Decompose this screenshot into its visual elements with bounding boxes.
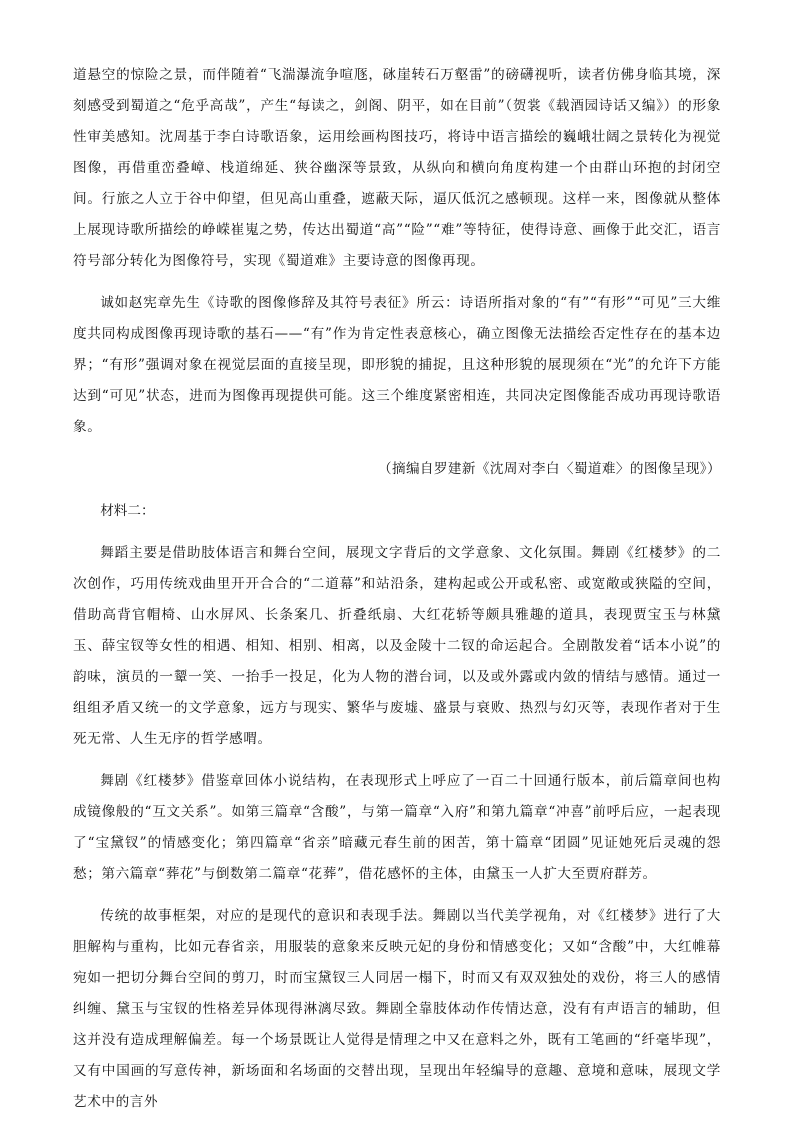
source-citation: （摘编自罗建新《沈周对李白〈蜀道难〉的图像呈现》） bbox=[377, 461, 721, 477]
paragraph-zhao-xianzhang-quote: 诚如赵宪章先生《诗歌的图像修辞及其符号表征》所云：诗语所指对象的“有”“有形”“可见”三大维度共同构成图像再现诗歌的基石——“有”作为肯定性表意核心，确立图像无法描绘否定性存在的基本边界；“有形”强调对象在视觉层面的直接呈现，即形貌的捕捉，且这种形貌的展现须在“光”的允许下方能达到“可见”状态，进而为图像再现提供可能。这三个维度紧密相连，共同决定图像能否成功再现诗歌语象。 bbox=[73, 295, 721, 435]
paragraph-shu-road-imagery: 道悬空的惊险之景，而伴随着“飞湍瀑流争喧豗，砯崖转石万壑雷”的磅礴视听，读者仿佛身临其境，深刻感受到蜀道之“危乎高哉”，产生“每读之，剑阁、阴平，如在目前”（贺裳《载酒园诗话又编》）的形象性审美感知。沈周基于李白诗歌语象，运用绘画构图技巧，将诗中语言描绘的巍峨壮阔之景转化为视觉图像，再借重峦叠嶂、栈道绵延、狭谷幽深等景致，从纵向和横向角度构建一个由群山环抱的封闭空间。行旅之人立于谷中仰望，但见高山重叠，遮蔽天际，逼仄低沉之感顿现。这样一来，图像就从整体上展现诗歌所描绘的峥嵘崔嵬之势，传达出蜀道“高”“险”“难”等特征，使得诗意、画像于此交汇，语言符号部分转化为图像符号，实现《蜀道难》主要诗意的图像再现。 bbox=[73, 67, 721, 269]
paragraph-modern-interpretation: 传统的故事框架，对应的是现代的意识和表现手法。舞剧以当代美学视角，对《红楼梦》进行了大胆解构与重构，比如元春省亲，用服装的意象来反映元妃的身份和情感变化；又如“含酸”中，大红帷幕宛如一把切分舞台空间的剪刀，时而宝黛钗三人同居一榻下，时而又有双双独处的戏份，将三人的感情纠缠、黛玉与宝钗的性格差异体现得淋漓尽致。舞剧全靠肢体动作传情达意，没有有声语言的辅助，但这并没有造成理解偏差。每一个场景既让人觉得是情理之中又在意料之外，既有工笔画的“纤毫毕现”，又有中国画的写意传神，新场面和名场面的交替出现，呈现出年轻编导的意趣、意境和意味，展现文学艺术中的言外 bbox=[73, 908, 721, 1110]
paragraph-dance-drama-space: 舞蹈主要是借助肢体语言和舞台空间，展现文字背后的文学意象、文化氛围。舞剧《红楼梦》的二次创作，巧用传统戏曲里开开合合的“二道幕”和站沿条，建构起或公开或私密、或宽敞或狭隘的空间，借助高背官帽椅、山水屏风、长条案几、折叠纸扇、大红花轿等颇具雅趣的道具，表现贾宝玉与林黛玉、薛宝钗等女性的相遇、相知、相别、相离，以及金陵十二钗的命运起合。全剧散发着“话本小说”的韵味，演员的一颦一笑、一抬手一投足，化为人物的潜台词，以及或外露或内敛的情结与感情。通过一组组矛盾又统一的文学意象，远方与现实、繁华与废墟、盛景与衰败、热烈与幻灭等，表现作者对于生死无常、人生无序的哲学感喟。 bbox=[73, 545, 721, 747]
section-heading-material-two: 材料二： bbox=[100, 503, 155, 519]
document-page bbox=[73, 60, 721, 1129]
paragraph-chapter-structure: 舞剧《红楼梦》借鉴章回体小说结构，在表现形式上呼应了一百二十回通行版本，前后篇章间也构成镜像般的“互文关系”。如第三篇章“含酸”，与第一篇章“入府”和第九篇章“冲喜”前呼后应，一起表现了“宝黛钗”的情感变化；第四篇章“省亲”暗藏元春生前的困苦，第十篇章“团圆”见证她死后灵魂的怨愁；第六篇章“葬花”与倒数第二篇章“花葬”，借花感怀的主体，由黛玉一人扩大至贾府群芳。 bbox=[73, 773, 721, 882]
